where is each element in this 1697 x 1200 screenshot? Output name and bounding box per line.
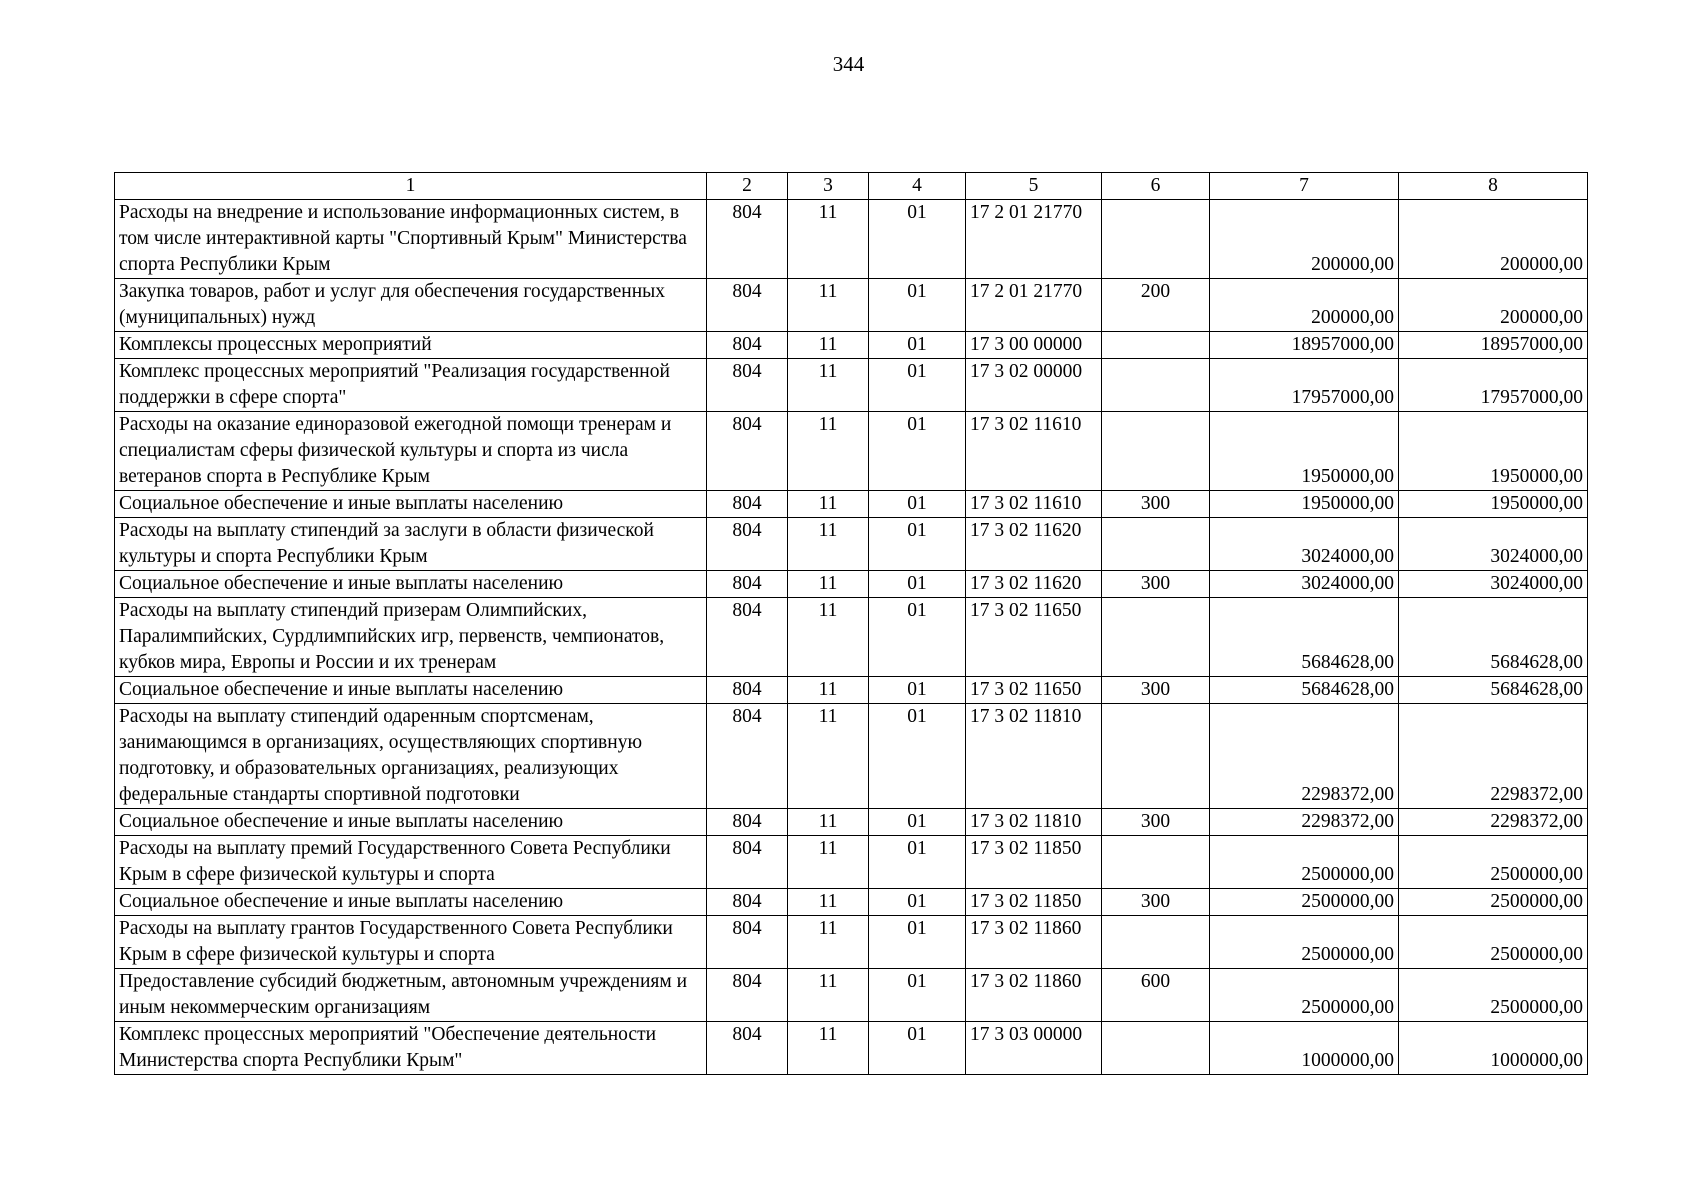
cell-col3: 11 [788, 969, 869, 1022]
cell-col4: 01 [869, 412, 966, 491]
cell-col2: 804 [707, 279, 788, 332]
table-row [115, 200, 1588, 279]
cell-amount-col8: 200000,00 [1399, 200, 1588, 279]
row-name: Расходы на выплату стипендий одаренным спортсменам, занимающимся в организациях, осуществляющих спортивную подготовку, и образовательных организациях, реализующих федеральные стандарты спортивной подготовки [115, 704, 707, 809]
cell-col4: 01 [869, 491, 966, 518]
row-name: Социальное обеспечение и иные выплаты населению [115, 677, 707, 704]
cell-col3: 11 [788, 704, 869, 809]
cell-col2: 804 [707, 491, 788, 518]
cell-amount-col8: 2500000,00 [1399, 916, 1588, 969]
cell-col3: 11 [788, 571, 869, 598]
cell-col3: 11 [788, 598, 869, 677]
cell-col2: 804 [707, 889, 788, 916]
column-header: 2 [707, 173, 788, 200]
cell-amount-col8: 2500000,00 [1399, 836, 1588, 889]
budget-table [114, 172, 1588, 1075]
cell-amount-col8: 200000,00 [1399, 279, 1588, 332]
cell-target-code: 17 3 02 11650 [966, 598, 1102, 677]
cell-amount-col8: 1950000,00 [1399, 412, 1588, 491]
cell-target-code: 17 3 02 11860 [966, 969, 1102, 1022]
cell-expense-type: 300 [1102, 889, 1210, 916]
table-row [115, 571, 1588, 598]
table-header-row [115, 173, 1588, 200]
cell-col2: 804 [707, 200, 788, 279]
cell-amount-col7: 5684628,00 [1210, 598, 1399, 677]
cell-target-code: 17 3 02 11850 [966, 889, 1102, 916]
column-header: 6 [1102, 173, 1210, 200]
page-number: 344 [832, 52, 865, 76]
cell-amount-col8: 1000000,00 [1399, 1022, 1588, 1075]
cell-col3: 11 [788, 359, 869, 412]
table-row [115, 677, 1588, 704]
cell-amount-col8: 5684628,00 [1399, 677, 1588, 704]
cell-target-code: 17 3 02 00000 [966, 359, 1102, 412]
cell-amount-col8: 5684628,00 [1399, 598, 1588, 677]
cell-col4: 01 [869, 598, 966, 677]
cell-col2: 804 [707, 518, 788, 571]
cell-target-code: 17 3 02 11810 [966, 704, 1102, 809]
row-name: Расходы на выплату стипендий за заслуги в области физической культуры и спорта Республики Крым [115, 518, 707, 571]
column-header: 1 [115, 173, 707, 200]
cell-col4: 01 [869, 200, 966, 279]
cell-amount-col7: 1000000,00 [1210, 1022, 1399, 1075]
cell-expense-type [1102, 704, 1210, 809]
row-name: Комплекс процессных мероприятий "Обеспечение деятельности Министерства спорта Республики Крым" [115, 1022, 707, 1075]
cell-amount-col7: 200000,00 [1210, 279, 1399, 332]
row-name: Расходы на оказание единоразовой ежегодной помощи тренерам и специалистам сферы физической культуры и спорта из числа ветеранов спорта в Республике Крым [115, 412, 707, 491]
cell-amount-col7: 2500000,00 [1210, 916, 1399, 969]
cell-col3: 11 [788, 916, 869, 969]
table-row [115, 279, 1588, 332]
cell-target-code: 17 3 02 11810 [966, 809, 1102, 836]
cell-amount-col7: 2500000,00 [1210, 969, 1399, 1022]
cell-col3: 11 [788, 677, 869, 704]
cell-col4: 01 [869, 809, 966, 836]
cell-col4: 01 [869, 889, 966, 916]
cell-amount-col7: 5684628,00 [1210, 677, 1399, 704]
cell-col2: 804 [707, 677, 788, 704]
cell-target-code: 17 3 02 11650 [966, 677, 1102, 704]
cell-expense-type [1102, 359, 1210, 412]
cell-amount-col7: 18957000,00 [1210, 332, 1399, 359]
row-name: Предоставление субсидий бюджетным, автономным учреждениям и иным некоммерческим организациям [115, 969, 707, 1022]
cell-expense-type [1102, 598, 1210, 677]
cell-col2: 804 [707, 704, 788, 809]
cell-col4: 01 [869, 836, 966, 889]
cell-amount-col7: 2298372,00 [1210, 809, 1399, 836]
cell-amount-col7: 2500000,00 [1210, 836, 1399, 889]
cell-amount-col7: 17957000,00 [1210, 359, 1399, 412]
row-name: Комплекс процессных мероприятий "Реализация государственной поддержки в сфере спорта" [115, 359, 707, 412]
cell-col2: 804 [707, 969, 788, 1022]
cell-col2: 804 [707, 598, 788, 677]
cell-expense-type: 300 [1102, 571, 1210, 598]
cell-col4: 01 [869, 279, 966, 332]
cell-target-code: 17 3 03 00000 [966, 1022, 1102, 1075]
cell-expense-type [1102, 836, 1210, 889]
cell-col2: 804 [707, 916, 788, 969]
row-name: Социальное обеспечение и иные выплаты населению [115, 491, 707, 518]
cell-col2: 804 [707, 571, 788, 598]
cell-target-code: 17 3 02 11620 [966, 518, 1102, 571]
column-header: 5 [966, 173, 1102, 200]
cell-col2: 804 [707, 809, 788, 836]
cell-amount-col7: 2500000,00 [1210, 889, 1399, 916]
row-name: Социальное обеспечение и иные выплаты населению [115, 809, 707, 836]
column-header: 3 [788, 173, 869, 200]
table-row [115, 412, 1588, 491]
cell-expense-type [1102, 1022, 1210, 1075]
cell-target-code: 17 3 02 11610 [966, 491, 1102, 518]
cell-col2: 804 [707, 836, 788, 889]
cell-target-code: 17 3 02 11850 [966, 836, 1102, 889]
cell-expense-type: 200 [1102, 279, 1210, 332]
cell-expense-type: 600 [1102, 969, 1210, 1022]
cell-col3: 11 [788, 332, 869, 359]
cell-col4: 01 [869, 677, 966, 704]
cell-col4: 01 [869, 916, 966, 969]
cell-expense-type [1102, 518, 1210, 571]
column-header: 7 [1210, 173, 1399, 200]
cell-target-code: 17 3 02 11610 [966, 412, 1102, 491]
cell-col3: 11 [788, 836, 869, 889]
row-name: Расходы на выплату премий Государственного Совета Республики Крым в сфере физической культуры и спорта [115, 836, 707, 889]
table-row [115, 598, 1588, 677]
cell-target-code: 17 3 00 00000 [966, 332, 1102, 359]
cell-amount-col7: 2298372,00 [1210, 704, 1399, 809]
cell-col3: 11 [788, 491, 869, 518]
cell-amount-col7: 1950000,00 [1210, 491, 1399, 518]
cell-amount-col8: 1950000,00 [1399, 491, 1588, 518]
cell-expense-type: 300 [1102, 491, 1210, 518]
cell-expense-type: 300 [1102, 677, 1210, 704]
cell-amount-col8: 18957000,00 [1399, 332, 1588, 359]
row-name: Расходы на выплату грантов Государственного Совета Республики Крым в сфере физической культуры и спорта [115, 916, 707, 969]
table-row [115, 836, 1588, 889]
table-row [115, 1022, 1588, 1075]
table-row [115, 809, 1588, 836]
cell-amount-col8: 2500000,00 [1399, 889, 1588, 916]
cell-amount-col7: 200000,00 [1210, 200, 1399, 279]
cell-expense-type [1102, 332, 1210, 359]
cell-amount-col8: 2298372,00 [1399, 809, 1588, 836]
cell-col3: 11 [788, 1022, 869, 1075]
cell-amount-col7: 1950000,00 [1210, 412, 1399, 491]
row-name: Социальное обеспечение и иные выплаты населению [115, 889, 707, 916]
cell-col4: 01 [869, 518, 966, 571]
cell-col2: 804 [707, 412, 788, 491]
cell-expense-type [1102, 200, 1210, 279]
row-name: Комплексы процессных мероприятий [115, 332, 707, 359]
table-row [115, 332, 1588, 359]
cell-col3: 11 [788, 809, 869, 836]
cell-amount-col8: 3024000,00 [1399, 571, 1588, 598]
row-name: Расходы на выплату стипендий призерам Олимпийских, Паралимпийских, Сурдлимпийских игр, первенств, чемпионатов, кубков мира, Европы и России и их тренерам [115, 598, 707, 677]
cell-col4: 01 [869, 969, 966, 1022]
cell-target-code: 17 3 02 11860 [966, 916, 1102, 969]
table-row [115, 916, 1588, 969]
table-row [115, 491, 1588, 518]
table-row [115, 518, 1588, 571]
cell-expense-type [1102, 916, 1210, 969]
column-header: 4 [869, 173, 966, 200]
table-row [115, 704, 1588, 809]
row-name: Закупка товаров, работ и услуг для обеспечения государственных (муниципальных) нужд [115, 279, 707, 332]
cell-target-code: 17 2 01 21770 [966, 279, 1102, 332]
cell-col4: 01 [869, 332, 966, 359]
cell-col2: 804 [707, 359, 788, 412]
table-row [115, 889, 1588, 916]
column-header: 8 [1399, 173, 1588, 200]
cell-expense-type: 300 [1102, 809, 1210, 836]
cell-amount-col8: 2500000,00 [1399, 969, 1588, 1022]
cell-col3: 11 [788, 889, 869, 916]
cell-amount-col8: 2298372,00 [1399, 704, 1588, 809]
table-row [115, 359, 1588, 412]
row-name: Социальное обеспечение и иные выплаты населению [115, 571, 707, 598]
cell-col4: 01 [869, 704, 966, 809]
cell-target-code: 17 3 02 11620 [966, 571, 1102, 598]
cell-expense-type [1102, 412, 1210, 491]
table-row [115, 969, 1588, 1022]
cell-amount-col7: 3024000,00 [1210, 571, 1399, 598]
cell-col3: 11 [788, 279, 869, 332]
cell-target-code: 17 2 01 21770 [966, 200, 1102, 279]
cell-col2: 804 [707, 332, 788, 359]
cell-amount-col8: 17957000,00 [1399, 359, 1588, 412]
cell-col2: 804 [707, 1022, 788, 1075]
row-name: Расходы на внедрение и использование информационных систем, в том числе интерактивной карты "Спортивный Крым" Министерства спорта Республики Крым [115, 200, 707, 279]
cell-col3: 11 [788, 412, 869, 491]
cell-amount-col8: 3024000,00 [1399, 518, 1588, 571]
cell-amount-col7: 3024000,00 [1210, 518, 1399, 571]
cell-col4: 01 [869, 1022, 966, 1075]
cell-col3: 11 [788, 200, 869, 279]
cell-col4: 01 [869, 571, 966, 598]
cell-col4: 01 [869, 359, 966, 412]
cell-col3: 11 [788, 518, 869, 571]
